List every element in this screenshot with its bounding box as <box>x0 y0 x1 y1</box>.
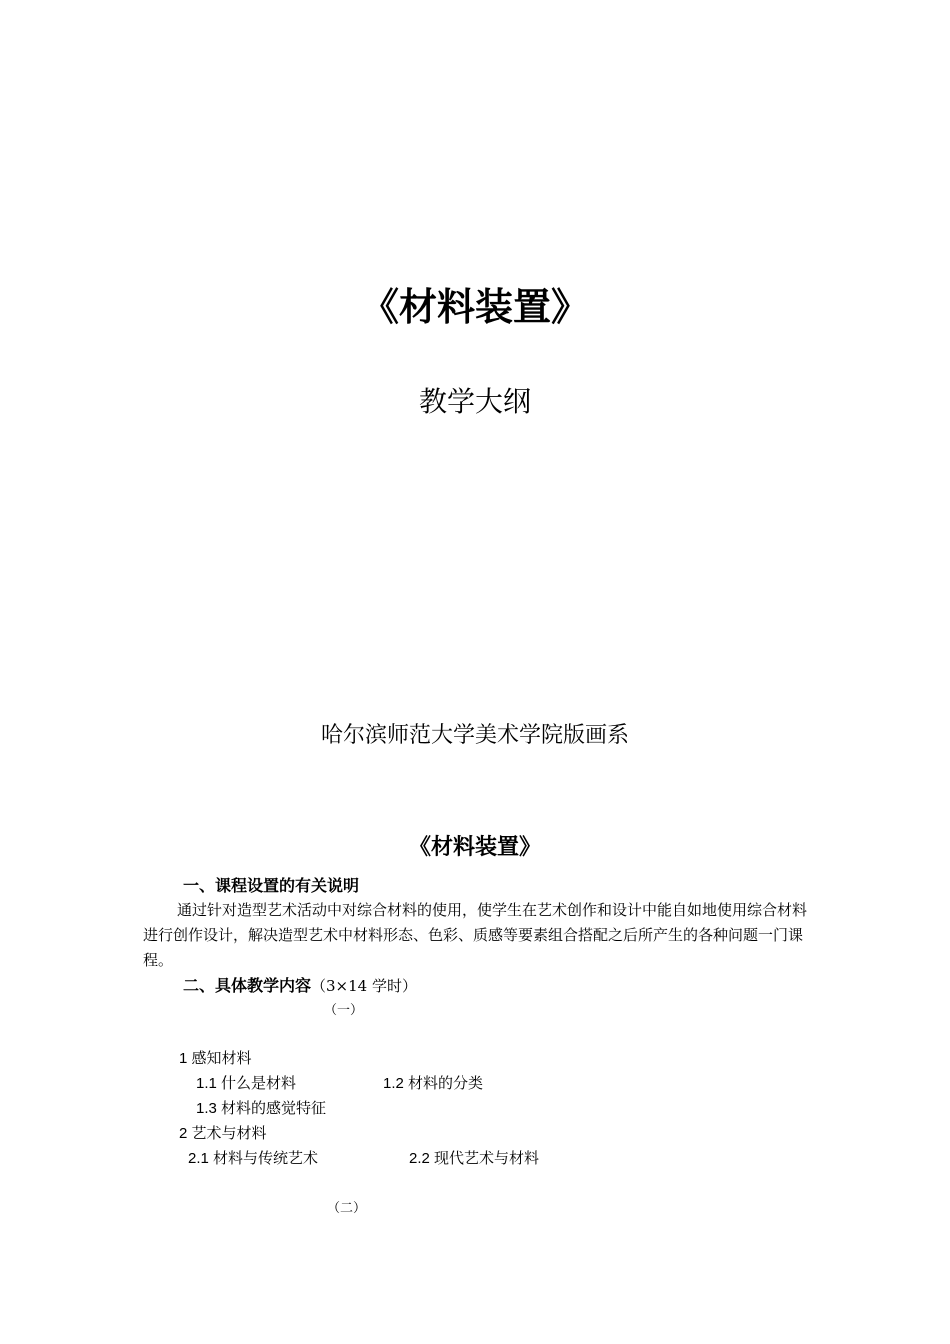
section2-heading <box>183 973 417 996</box>
section1-paragraph <box>143 898 813 973</box>
list-item: 1.2 材料的分类 <box>383 1075 484 1092</box>
list-item: 1.3 材料的感觉特征 <box>196 1100 327 1117</box>
cover-subtitle: 教学大纲 <box>418 385 531 418</box>
list-item: 1 感知材料 <box>179 1050 252 1067</box>
list-item: 2.1 材料与传统艺术 <box>188 1150 319 1167</box>
section2-hours: （3×14 学时） <box>311 977 417 995</box>
list-item: 1.1 什么是材料 <box>196 1075 297 1092</box>
section2-heading-text: 二、具体教学内容 <box>183 976 312 995</box>
part1-label: （一） <box>324 1003 364 1018</box>
cover-institution: 哈尔滨师范大学美术学院版画系 <box>320 723 629 748</box>
list-item: 2.2 现代艺术与材料 <box>409 1150 540 1167</box>
part2-label: （二） <box>327 1201 367 1216</box>
list-item: 2 艺术与材料 <box>179 1125 267 1142</box>
cover-title: 《材料装置》 <box>360 285 589 329</box>
section1-heading: 一、课程设置的有关说明 <box>183 876 360 895</box>
syllabus-title: 《材料装置》 <box>408 835 541 860</box>
section1-paragraph-text: 通过针对造型艺术活动中对综合材料的使用，使学生在艺术创作和设计中能自如地使用综合材料进行创作设计，解决造型艺术中材料形态、色彩、质感等要素组合搭配之后所产生的各种问题一门课程。 <box>143 901 808 969</box>
